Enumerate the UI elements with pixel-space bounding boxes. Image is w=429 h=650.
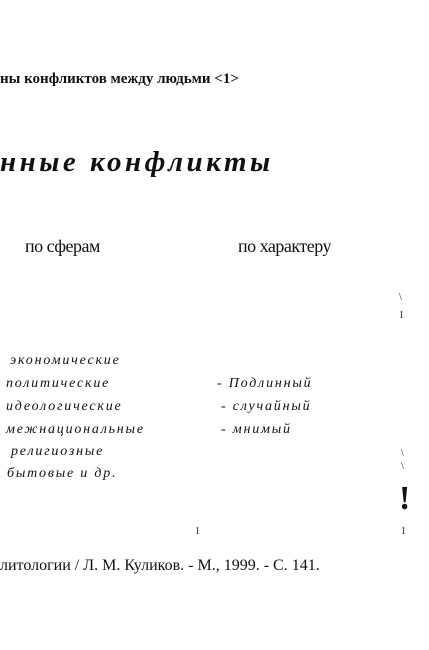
sphere-item-political: политические xyxy=(6,376,111,391)
character-item-imaginary: - мнимый xyxy=(221,422,292,437)
character-item-genuine: - Подлинный xyxy=(217,376,313,391)
sphere-item-household: бытовые и др. xyxy=(7,466,118,481)
edge-mark-backslash: \ xyxy=(399,292,402,303)
small-mark-one: 1 xyxy=(195,526,200,537)
footnote-reference: литологии / Л. М. Куликов. - М., 1999. - С. 141. xyxy=(0,557,320,574)
main-title: нные конфликты xyxy=(0,146,274,178)
character-item-random: - случайный xyxy=(221,399,312,414)
edge-mark-backslash: \ xyxy=(401,448,404,459)
sphere-item-economic: экономические xyxy=(10,353,121,368)
section-heading: ны конфликтов между людьми <1> xyxy=(0,71,239,87)
sphere-item-religious: религиозные xyxy=(11,444,105,459)
sphere-item-interethnic: межнациональные xyxy=(6,422,145,437)
sphere-item-ideological: идеологические xyxy=(6,399,123,414)
column-header-by-character: по характеру xyxy=(238,236,331,256)
edge-mark-backslash: \ xyxy=(401,461,404,472)
edge-mark-one: 1 xyxy=(399,310,404,321)
edge-mark-one: 1 xyxy=(401,526,406,537)
column-header-by-sphere: по сферам xyxy=(25,236,100,256)
exclamation-mark: ! xyxy=(399,480,411,517)
